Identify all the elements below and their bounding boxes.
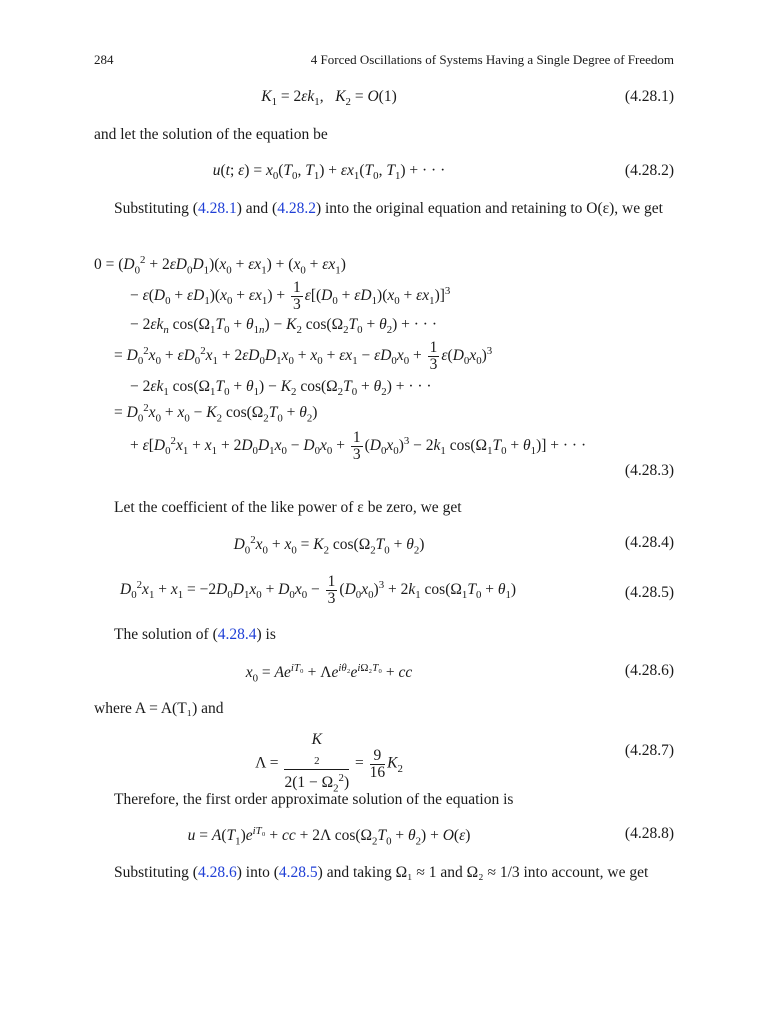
equation-4-28-6: $x_0 = Ae^{iT_0} + \Lambda e^{i\theta_2}e^{i\Omega_2T_0}$ + cc (4.28.6): [245, 662, 674, 685]
text-run: ) into (: [236, 864, 279, 881]
text-run: Substituting (: [114, 200, 198, 217]
equation-4-28-2: u(t; $\varepsilon) = x_0(T_0$, $T_1) + \varepsilon x_1(T_0$, $T_1$) + · · · (4.28.2): [212, 162, 674, 183]
equation-number: (4.28.4): [624, 534, 674, 551]
equation-link[interactable]: 4.28.1: [197, 200, 237, 217]
paragraph: and let the solution of the equation be: [94, 126, 328, 143]
equation-4-28-7: Λ = K $_2$ $2(1 - \Omega_2^2)$ = $\frac{9}{16}$ $K_2$ (4.28.7): [255, 731, 674, 795]
equation-link[interactable]: 4.28.2: [277, 200, 316, 217]
page-number: 284: [94, 52, 114, 67]
equation-number: (4.28.5): [624, 584, 674, 601]
equation-number: (4.28.8): [624, 825, 674, 842]
text-run: The solution of (: [114, 626, 218, 643]
equation-number: (4.28.7): [624, 742, 674, 759]
equation-number: (4.28.1): [624, 88, 674, 105]
text-run: ) and (: [236, 200, 278, 217]
text-run: ) into the original equation and retaining to O(ε), we get: [315, 200, 663, 217]
equation-4-28-1: $K_1 = 2\varepsilon k_1$, $K_2 = O(1)$ (4.28.1): [261, 88, 674, 109]
equation-link[interactable]: 4.28.6: [197, 864, 237, 881]
equation-number: (4.28.3): [624, 462, 674, 479]
paragraph: where A = A(T₁) and: [94, 700, 224, 717]
paragraph: [94, 198, 674, 219]
paragraph: [94, 624, 674, 645]
running-title: 4 Forced Oscillations of Systems Having a Single Degree of Freedom: [310, 52, 674, 67]
equation-4-28-4: $D_0^2x_0 + x_0 = K_2$ $\cos(\Omega_2T_0 + \theta_2)$ (4.28.4): [233, 534, 674, 557]
equation-4-28-8: $u = A(T_1)e^{iT_0}$ + cc + 2Λ $\cos(\Omega_2T_0 + \theta_2) + O(\varepsilon)$ (4.28.8): [187, 825, 674, 848]
text-run: Substituting (: [114, 864, 198, 881]
text-run: ) and taking Ω₁ ≈ 1 and Ω₂ ≈ 1/3 into account, we get: [317, 864, 649, 881]
equation-link[interactable]: 4.28.5: [278, 864, 318, 881]
equation-link[interactable]: 4.28.4: [217, 626, 257, 643]
paragraph: Therefore, the first order approximate solution of the equation is: [114, 791, 514, 808]
text-run: ) is: [256, 626, 276, 643]
paragraph: [94, 862, 674, 883]
equation-number: (4.28.6): [624, 662, 674, 679]
equation-number: (4.28.2): [624, 162, 674, 179]
page-header: [94, 52, 674, 70]
document-page: 284 4 Forced Oscillations of Systems Having a Single Degree of Freedom $K_1 = 2\varepsilon k_1$, $K_2 = O(1)$ (4.28.1) and let the solution of the equation be u(t; $\varepsilon) = x_0(T_0$, $T_1) + \varepsilon x_1(T_0$, $T_1$) + · · · (4.28.2) Substituting (4.28.1) and (4.28.2) into the original equation and retaining to O(ε), we get $0 = (D_0^2 + 2\varepsilon D_0D_1)(x_0 + \varepsilon x_1) + (x_0 + \varepsilon x_1)$ − $\varepsilon(D_0 + \varepsilon D_1)(x_0 + \varepsilon x_1)$ + $\frac{1}{3}$ $\varepsilon[(D_0 + \varepsilon D_1)(x_0 + \varepsilon x_1)]^3$ − $2\varepsilon k_n$ $\cos(\Omega_1T_0 + \theta_{1n}) - K_2$ $\cos(\Omega_2T_0 + \theta_2)$ + · · · = $D_0^2x_0 + \varepsilon D_0^2x_1 + 2\varepsilon D_0D_1x_0 + x_0 + \varepsilon x_1 - \varepsilon D_0x_0$ + $\frac{1}{3}$ $\varepsilon(D_0x_0)^3$ − $2\varepsilon k_1$ $\cos(\Omega_1T_0 + \theta_1) - K_2$ $\cos(\Omega_2T_0 + \theta_2)$ + · · · = $D_0^2x_0 + x_0 - K_2$ $\cos(\Omega_2T_0 + \theta_2)$ + $\varepsilon[D_0^2x_1 + x_1 + 2D_0D_1x_0 - D_0x_0$ + $\frac{1}{3}$ $(D_0x_0)^3 - 2k_1$ $\cos(\Omega_1T_0 + \theta_1)$] + · · · (4.28.3) Let the coefficient of the like power of ε be zero, we get $D_0^2x_0 + x_0 = K_2$ $\cos(\Omega_2T_0 + \theta_2)$ (4.28.4) $D_0^2x_1 + x_1 = -2D_0D_1x_0 + D_0x_0$ − $\frac{1}{3}$ $(D_0x_0)^3 + 2k_1$ $\cos(\Omega_1T_0 + \theta_1)$ (4.28.5) The solution of (4.28.4) is $x_0 = Ae^{iT_0} + \Lambda e^{i\theta_2}e^{i\Omega_2T_0}$ + cc (4.28.6) where A = A(T₁) and Λ = K $_2$ $2(1 - \Omega_2^2)$ = $\frac{9}{16}$ $K_2$ (4.28.7) Therefore, the first order approximate solution of the equation is $u = A(T_1)e^{iT_0}$ + cc + 2Λ $\cos(\Omega_2T_0 + \theta_2) + O(\varepsilon)$ (4.28.8) Substituting (4.28.6) into (4.28.5) and taking Ω₁ ≈ 1 and Ω₂ ≈ 1/3 into account, we get: [94, 52, 674, 881]
paragraph: Let the coefficient of the like power of ε be zero, we get: [114, 499, 462, 516]
